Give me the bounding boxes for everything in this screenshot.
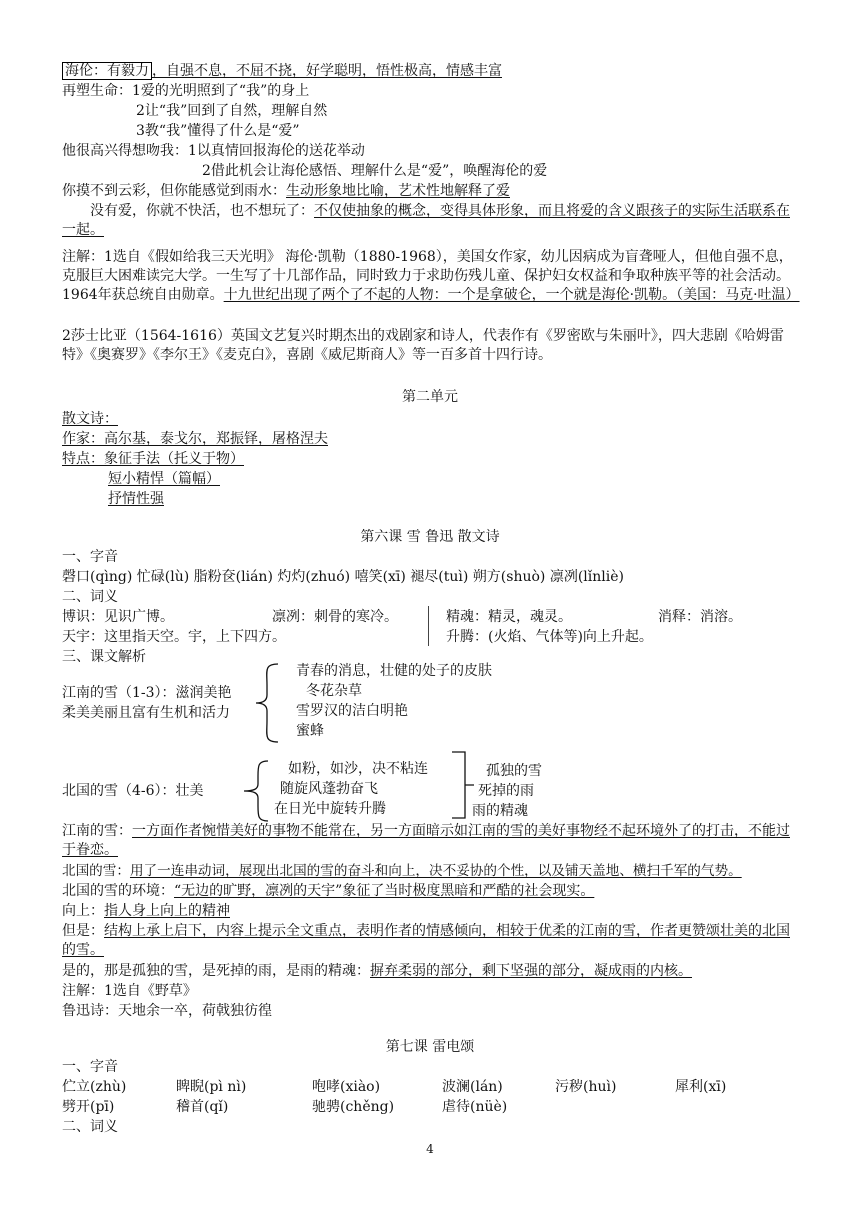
analysis-text: 一方面作者惋惜美好的事物不能常在，另一方面暗示如江南的雪的美好事物经不起环境外了的打击，不能过于眷恋。: [62, 823, 790, 858]
south-snow-item: 蜜蜂: [296, 723, 324, 739]
nolove-paragraph: [62, 202, 802, 240]
note-helen-plain: 注解：1选自《假如给我三天光明》 海伦·凯勒（1880-1968），美国女作家，幼儿因病成为盲聋哑人，但他自强不息，克服巨大困难读完大学。一生写了十几部作品，同时致力于求助伤残儿童、保护妇女权益和争取种族平等的社会活动。1964年获总统自由勋章。: [62, 249, 793, 303]
section-heading: 二、词义: [62, 589, 118, 605]
cloud-plain: 你摸不到云彩，但你能感觉到雨水：: [62, 183, 286, 199]
reshape-item: 3教“我”懂得了什么是“爱”: [136, 123, 300, 139]
helen-traits-line: [62, 62, 502, 81]
reshape-line-1: [62, 82, 309, 101]
section-heading: 三、课文解析: [62, 649, 146, 665]
analysis-label: 是的，那是孤独的雪，是死掉的雨，是雨的精魂：: [62, 963, 370, 979]
left-brace-icon: [242, 760, 270, 822]
feature-lyric-line: [62, 490, 192, 509]
feature-lyric: 抒情性强: [108, 491, 164, 507]
analysis-north: [62, 862, 742, 881]
pronunciation-item: 劈开(pī): [62, 1099, 115, 1115]
pronunciation-line: 磬口(qìng) 忙碌(lù) 脂粉奁(lián) 灼灼(zhuó) 嘻笑(xī) 褪尽(tuì) 朔方(shuò) 凛冽(lǐnliè): [62, 569, 624, 585]
word-definition: 凛冽：刺骨的寒冷。: [272, 609, 398, 625]
prose-poem-label: 散文诗：: [62, 411, 118, 427]
analysis-environment: [62, 882, 594, 901]
pronunciation-item: 睥睨(pì nì): [176, 1079, 247, 1095]
nolove-plain: 没有爱，你就不快活，也不想玩了：: [90, 203, 314, 219]
north-snow-right-item: 雨的精魂: [472, 803, 528, 819]
pronunciation-item: 驰骋(chěng): [312, 1099, 395, 1115]
analysis-label: 北国的雪：: [62, 863, 130, 879]
note-line: 注解：1选自《野草》: [62, 983, 197, 999]
south-snow-item: 青春的消息，壮健的处子的皮肤: [296, 663, 492, 679]
note-helen: [62, 248, 802, 305]
note-helen-underlined: 十九世纪出现了两个了不起的人物：一个是拿破仑，一个就是海伦·凯勒。（美国：马克·吐温）: [223, 287, 800, 303]
word-definition: 精魂：精灵，魂灵。: [446, 609, 572, 625]
nolove-underlined: 不仅使抽象的概念，变得具体形象，而且将爱的含义跟孩子的实际生活联系在一起。: [62, 203, 790, 238]
cloud-line: [62, 182, 510, 201]
happy-line-1: [62, 142, 365, 161]
happy-item: 2借此机会让海伦感悟、理解什么是“爱”，唤醒海伦的爱: [202, 163, 548, 179]
analysis-text: 摒弃柔弱的部分，剩下坚强的部分，凝成雨的内核。: [370, 963, 692, 979]
south-snow-label: 江南的雪（1-3）：滋润美艳: [62, 685, 232, 701]
word-definition: 消释：消溶。: [658, 609, 742, 625]
north-snow-item: 在日光中旋转升腾: [274, 801, 386, 817]
lesson6-title: 第六课 雪 鲁迅 散文诗: [360, 529, 500, 545]
analysis-label: 但是：: [62, 923, 104, 939]
column-divider: [428, 606, 429, 646]
analysis-text: “无边的旷野，凛冽的天宇”象征了当时极度黑暗和严酷的社会现实。: [174, 883, 595, 899]
analysis-upward: [62, 902, 230, 921]
south-snow-subtitle: 柔美美丽且富有生机和活力: [62, 705, 230, 721]
happy-label: 他很高兴得想吻我：: [62, 143, 188, 159]
lesson7-title: 第七课 雷电颂: [385, 1039, 475, 1055]
south-snow-item: 冬花杂草: [306, 683, 362, 699]
cloud-underlined: 生动形象地比喻，艺术性地解释了爱: [286, 183, 510, 199]
section-heading: 一、字音: [62, 1059, 118, 1075]
pronunciation-item: 虐待(nüè): [442, 1099, 508, 1115]
word-definition: 天宇：这里指天空。宇，上下四方。: [62, 629, 286, 645]
north-snow-item: 随旋风蓬勃奋飞: [280, 781, 378, 797]
analysis-text: 结构上承上启下，内容上提示全文重点，表明作者的情感倾向，相较于优柔的江南的雪，作者更赞颂壮美的北国的雪。: [62, 923, 790, 958]
left-brace-icon: [254, 663, 280, 743]
pronunciation-item: 犀利(xī): [675, 1079, 727, 1095]
north-snow-label: 北国的雪（4-6）：壮美: [62, 783, 204, 799]
happy-item: 1以真情回报海伦的送花举动: [188, 143, 365, 159]
feature-short-line: [62, 470, 220, 489]
word-definition: 升腾：(火焰、气体等)向上升起。: [446, 629, 653, 645]
reshape-item: 2让“我”回到了自然，理解自然: [136, 103, 328, 119]
north-snow-item: 如粉，如沙，决不粘连: [288, 761, 428, 777]
analysis-label: 北国的雪的环境：: [62, 883, 174, 899]
features-line: 特点：象征手法（托义于物）: [62, 451, 244, 467]
analysis-label: 江南的雪：: [62, 823, 132, 839]
north-snow-right-item: 孤独的雪: [486, 763, 542, 779]
analysis-text: 指人身上向上的精神: [104, 903, 230, 919]
analysis-label: 向上：: [62, 903, 104, 919]
authors-line: 作家：高尔基，泰戈尔，郑振铎，屠格涅夫: [62, 431, 328, 447]
page-number: 4: [426, 1142, 434, 1156]
pronunciation-item: 污秽(huì): [555, 1079, 617, 1095]
poem-line: 鲁迅诗：天地余一卒，荷戟独彷徨: [62, 1003, 272, 1019]
analysis-but: [62, 922, 802, 960]
pronunciation-item: 波澜(lán): [442, 1079, 503, 1095]
section-heading: 二、词义: [62, 1119, 118, 1135]
analysis-text: 用了一连串动词，展现出北国的雪的奋斗和向上，决不妥协的个性，以及铺天盖地、横扫千军的气势。: [129, 863, 742, 879]
note-shakespeare: 2莎士比亚（1564-1616）英国文艺复兴时期杰出的戏剧家和诗人，代表作有《罗密欧与朱丽叶》，四大悲剧《哈姆雷特》《奥赛罗》《李尔王》《麦克白》，喜剧《威尼斯商人》等一百多首十四行诗。: [62, 328, 784, 363]
word-definition: 博识：见识广博。: [62, 609, 174, 625]
reshape-label: 再塑生命：: [62, 83, 132, 99]
north-snow-right-item: 死掉的雨: [478, 783, 534, 799]
section-heading: 一、字音: [62, 549, 118, 565]
pronunciation-item: 稽首(qǐ): [176, 1099, 229, 1115]
pronunciation-item: 咆哮(xiào): [312, 1079, 381, 1095]
analysis-yes: [62, 962, 692, 981]
feature-short: 短小精悍（篇幅）: [108, 471, 220, 487]
helen-label: 海伦：有毅力: [62, 62, 152, 80]
pronunciation-item: 伫立(zhù): [62, 1079, 127, 1095]
unit-title: 第二单元: [402, 389, 458, 405]
south-snow-item: 雪罗汉的洁白明艳: [296, 703, 408, 719]
helen-desc: ，自强不息，不屈不挠，好学聪明，悟性极高，情感丰富: [152, 63, 502, 79]
analysis-south: [62, 822, 802, 860]
reshape-item: 1爱的光明照到了“我”的身上: [132, 83, 310, 99]
